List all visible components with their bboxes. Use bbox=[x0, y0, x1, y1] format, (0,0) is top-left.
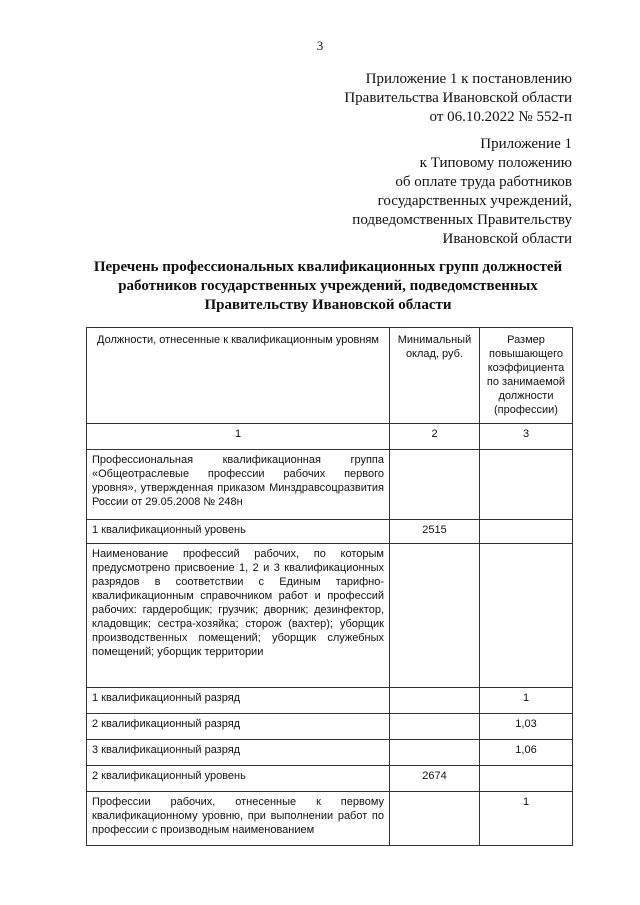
coefficient-cell: 1,06 bbox=[480, 740, 573, 766]
header-min-salary: Минимальный оклад, руб. bbox=[390, 328, 480, 424]
annex-line: к Типовому положению bbox=[419, 155, 572, 171]
position-cell: 3 квалификационный разряд bbox=[87, 740, 390, 766]
annex-line: от 06.10.2022 № 552-п bbox=[429, 109, 572, 125]
title-line: Правительству Ивановской области bbox=[204, 297, 452, 313]
annex-line: Правительства Ивановской области bbox=[344, 90, 572, 106]
salary-cell bbox=[390, 544, 480, 688]
page-number: 3 bbox=[316, 38, 324, 53]
salary-cell: 2515 bbox=[390, 520, 480, 544]
annex-to-resolution bbox=[344, 70, 572, 127]
column-number: 3 bbox=[480, 424, 573, 450]
table-row bbox=[87, 544, 573, 688]
position-cell: 2 квалификационный разряд bbox=[87, 714, 390, 740]
coefficient-cell bbox=[480, 520, 573, 544]
annex-line: Приложение 1 к постановлению bbox=[365, 71, 572, 87]
table-row bbox=[87, 714, 573, 740]
annex-to-regulation bbox=[352, 135, 572, 249]
annex-line: Приложение 1 bbox=[480, 136, 572, 152]
table-row bbox=[87, 792, 573, 846]
position-cell: 2 квалификационный уровень bbox=[87, 766, 390, 792]
coefficient-cell: 1,03 bbox=[480, 714, 573, 740]
page-bottom-margin bbox=[86, 858, 572, 905]
table-row bbox=[87, 688, 573, 714]
column-numbers-row bbox=[87, 424, 573, 450]
table-row bbox=[87, 520, 573, 544]
position-cell: 1 квалификационный разряд bbox=[87, 688, 390, 714]
salary-cell bbox=[390, 792, 480, 846]
position-cell: 1 квалификационный уровень bbox=[87, 520, 390, 544]
salary-cell bbox=[390, 740, 480, 766]
column-number: 1 bbox=[87, 424, 390, 450]
table-header-row bbox=[87, 328, 573, 424]
table-row bbox=[87, 740, 573, 766]
salary-cell bbox=[390, 450, 480, 520]
table-row bbox=[87, 766, 573, 792]
annex-line: государственных учреждений, bbox=[377, 193, 572, 209]
document-title bbox=[88, 258, 568, 315]
position-cell: Наименование профессий рабочих, по которым предусмотрено присвоение 1, 2 и 3 квалификационных разрядов в соответствии с Единым тарифно-квалификационным справочником работ и профессий рабочих: гардеробщик; грузчик; дворник; дезинфектор, кладовщик; сестра-хозяйка; сторож (вахтер); уборщик производственных помещений; уборщик служебных помещений; уборщик территории bbox=[87, 544, 390, 688]
qualification-groups-table bbox=[86, 327, 573, 846]
table-row bbox=[87, 450, 573, 520]
header-coefficient: Размер повышающего коэффициента по занимаемой должности (профессии) bbox=[480, 328, 573, 424]
column-number: 2 bbox=[390, 424, 480, 450]
coefficient-cell bbox=[480, 450, 573, 520]
salary-cell: 2674 bbox=[390, 766, 480, 792]
header-positions: Должности, отнесенные к квалификационным уровням bbox=[87, 328, 390, 424]
salary-cell bbox=[390, 714, 480, 740]
position-cell: Профессии рабочих, отнесенные к первому квалификационному уровню, при выполнении работ по профессии с производным наименованием bbox=[87, 792, 390, 846]
position-cell: Профессиональная квалификационная группа «Общеотраслевые профессии рабочих первого уровня», утвержденная приказом Минздравсоцразвития России от 29.05.2008 № 248н bbox=[87, 450, 390, 520]
coefficient-cell bbox=[480, 766, 573, 792]
annex-line: об оплате труда работников bbox=[395, 174, 572, 190]
title-line: Перечень профессиональных квалификационных групп должностей bbox=[93, 259, 563, 275]
coefficient-cell: 1 bbox=[480, 792, 573, 846]
coefficient-cell bbox=[480, 544, 573, 688]
annex-line: подведомственных Правительству bbox=[352, 212, 572, 228]
title-line: работников государственных учреждений, подведомственных bbox=[118, 278, 538, 294]
salary-cell bbox=[390, 688, 480, 714]
annex-line: Ивановской области bbox=[442, 231, 572, 247]
coefficient-cell: 1 bbox=[480, 688, 573, 714]
